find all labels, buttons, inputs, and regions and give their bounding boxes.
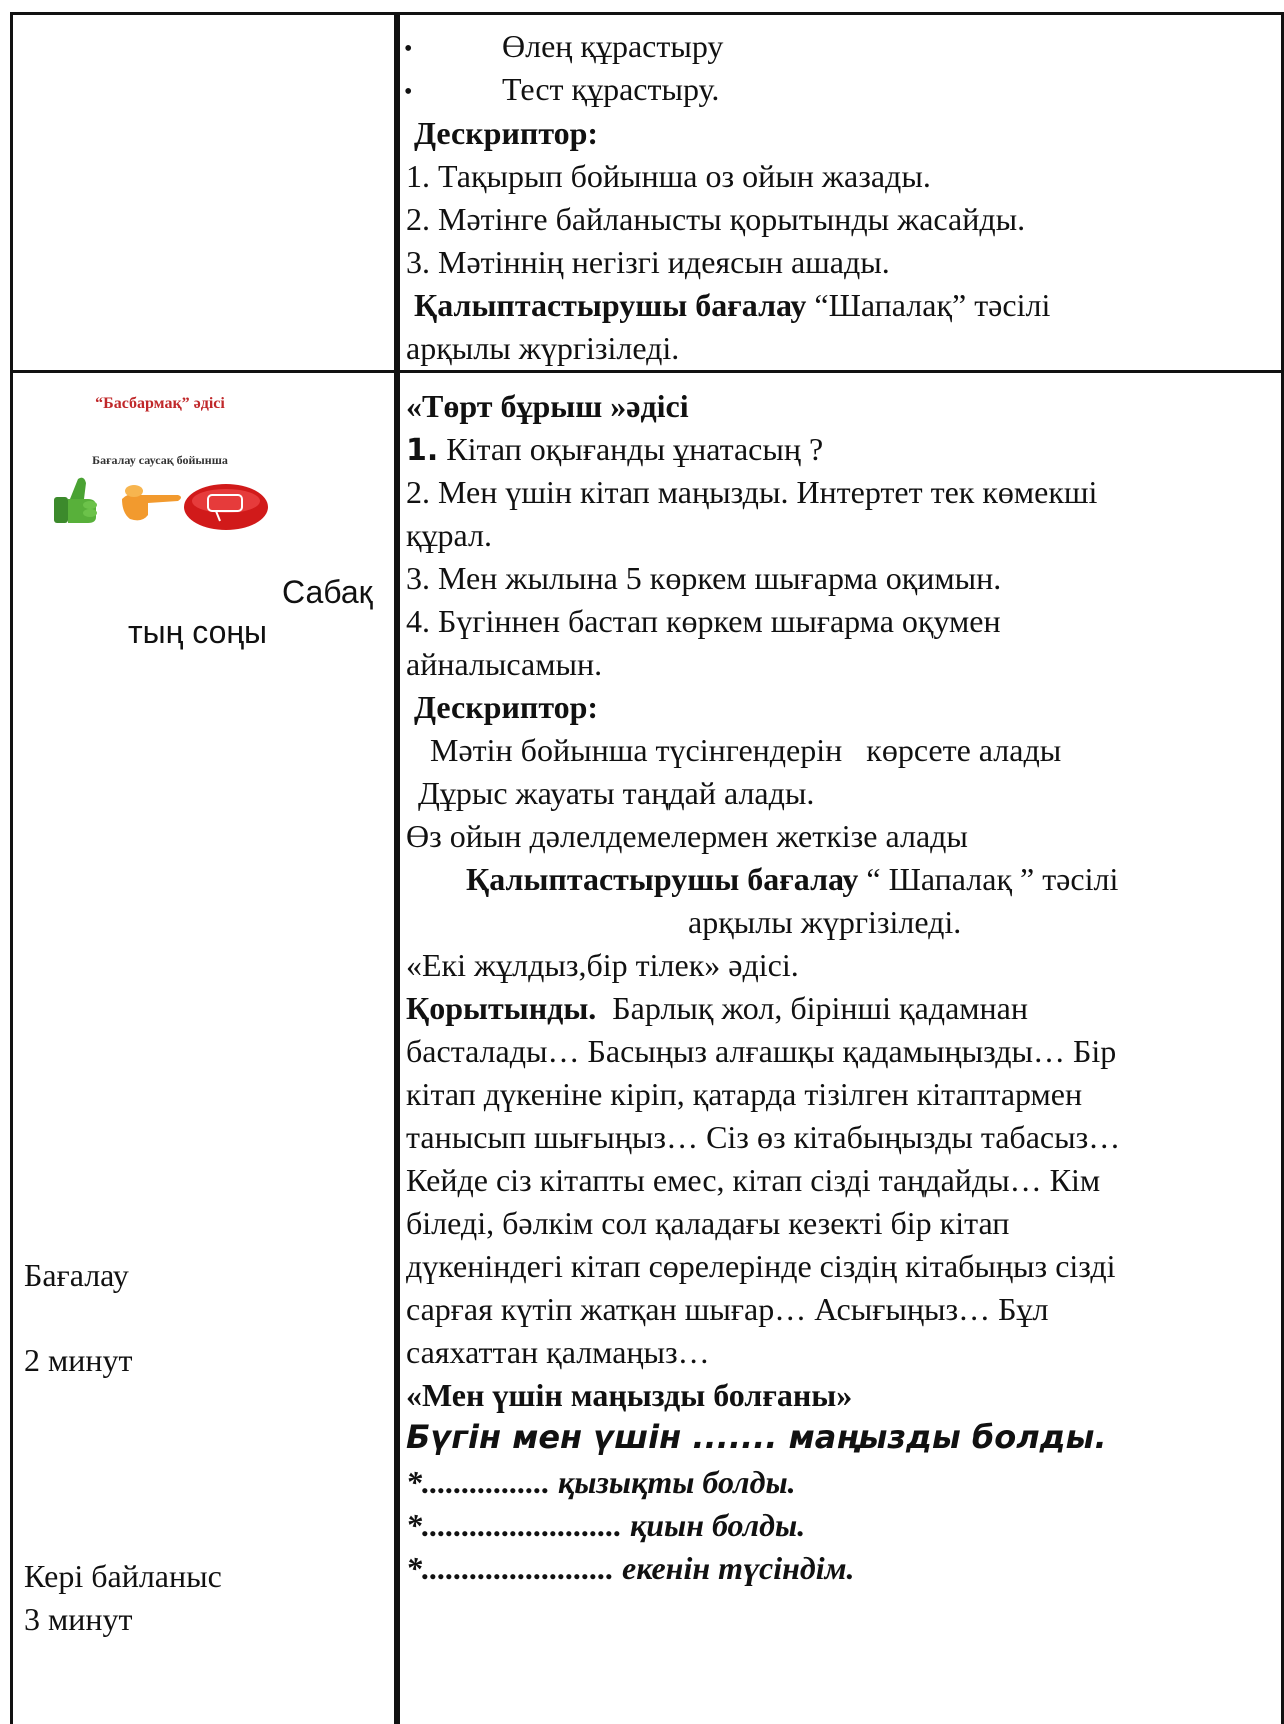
conclusion-line: кітап дүкеніне кіріп, қатарда тізілген кітаптармен xyxy=(406,1076,1083,1112)
method-title: «Төрт бұрыш »әдісі xyxy=(406,388,689,424)
thumb-sideways-icon xyxy=(122,485,181,520)
star-line: *........................ екенін түсіндім. xyxy=(406,1550,855,1586)
thumbs-down-icon xyxy=(184,484,268,530)
question-1 xyxy=(406,428,823,472)
conclusion-line: сарғая күтіп жатқан шығар… Асығыңыз… Бұл xyxy=(406,1291,1049,1327)
bullet-item: Өлең құрастыру xyxy=(502,28,724,64)
assessment-time: 2 минут xyxy=(24,1342,133,1378)
thumbs-icons xyxy=(30,395,290,530)
descriptor-item: 3. Мәтіннің негізгі идеясын ашады. xyxy=(406,244,890,280)
assessment-line xyxy=(414,284,1050,327)
feedback-time: 3 минут xyxy=(24,1601,133,1637)
star-line: *......................... қиын болды. xyxy=(406,1507,806,1543)
assessment-text: “ Шапалақ ” тәсілі xyxy=(858,861,1119,897)
assessment-text: “Шапалақ” тәсілі xyxy=(806,287,1051,323)
conclusion-line: біледі, бәлкім сол қаладағы кезекті бір кітап xyxy=(406,1205,1010,1241)
important-title: «Мен үшін маңызды болғаны» xyxy=(406,1377,853,1413)
table-border-top xyxy=(10,12,1284,15)
question-line: айналысамын. xyxy=(406,646,603,682)
assessment-line xyxy=(466,858,1118,901)
conclusion-heading: Қорытынды. xyxy=(406,990,597,1026)
thumbs-up-icon xyxy=(54,478,97,523)
bullet-item: Тест құрастыру. xyxy=(502,71,720,107)
conclusion-line xyxy=(406,987,1028,1030)
descriptor-item: Мәтін бойынша түсінгендерін көрсете алады xyxy=(414,732,1062,768)
conclusion-text: Барлық жол, бірінші қадамнан xyxy=(596,990,1028,1026)
conclusion-line: танысып шығыңыз… Сіз өз кітабыңызды табасыз… xyxy=(406,1119,1121,1155)
stage-label-cont: тың соңы xyxy=(128,614,268,650)
bullet-icon: • xyxy=(404,36,413,62)
stage-label: Сабақ xyxy=(282,574,373,610)
question-line: 3. Мен жылына 5 көркем шығарма оқимын. xyxy=(406,560,1002,596)
assessment-line-2: арқылы жүргізіледі. xyxy=(688,904,962,940)
conclusion-line: басталады… Басыңыз алғашқы қадамыңызды… Бір xyxy=(406,1033,1117,1069)
conclusion-line: Кейде сіз кітапты емес, кітап сізді таңдайды… Кім xyxy=(406,1162,1101,1198)
descriptor-item: 1. Тақырып бойынша оз ойын жазады. xyxy=(406,158,931,194)
descriptor-heading: Дескриптор: xyxy=(414,115,599,151)
descriptor-heading: Дескриптор: xyxy=(414,689,599,725)
image-subtitle: Бағалау саусақ бойынша xyxy=(92,453,228,467)
question-1-text: Кітап оқығанды ұнатасың ? xyxy=(438,431,824,467)
feedback-label: Кері байланыс xyxy=(24,1558,222,1594)
question-line: 2. Мен үшін кітап маңызды. Интертет тек көмекші xyxy=(406,474,1098,510)
thumbs-rating-image xyxy=(30,395,290,530)
important-line: Бүгін мен үшін ....... маңызды болды. xyxy=(406,1418,1107,1456)
table-column-divider xyxy=(394,12,400,1724)
assessment-bold: Қалыптастырушы бағалау xyxy=(414,287,807,323)
table-border-left xyxy=(10,12,13,1724)
question-1-number: 1. xyxy=(406,433,439,468)
assessment-line-2: арқылы жүргізіледі. xyxy=(406,330,680,366)
assessment-bold: Қалыптастырушы бағалау xyxy=(466,861,859,897)
table-row-divider xyxy=(10,370,1284,373)
conclusion-line: саяхаттан қалмаңыз… xyxy=(406,1334,710,1370)
descriptor-item: Өз ойын дәлелдемелермен жеткізе алады xyxy=(406,818,968,854)
two-stars-method: «Екі жұлдыз,бір тілек» әдісі. xyxy=(406,947,799,983)
descriptor-item: 2. Мәтінге байланысты қорытынды жасайды. xyxy=(406,201,1026,237)
image-title: “Басбармақ” әдісі xyxy=(95,395,225,412)
conclusion-line: дүкеніндегі кітап сөрелерінде сіздің кітабыңыз сізді xyxy=(406,1248,1116,1284)
bullet-icon: • xyxy=(404,79,413,105)
descriptor-item: Дұрыс жауаты таңдай алады. xyxy=(410,775,815,811)
assessment-label: Бағалау xyxy=(24,1257,129,1293)
star-line: *................ қызықты болды. xyxy=(406,1464,796,1500)
question-line: 4. Бүгіннен бастап көркем шығарма оқумен xyxy=(406,603,1001,639)
question-line: құрал. xyxy=(406,517,492,553)
